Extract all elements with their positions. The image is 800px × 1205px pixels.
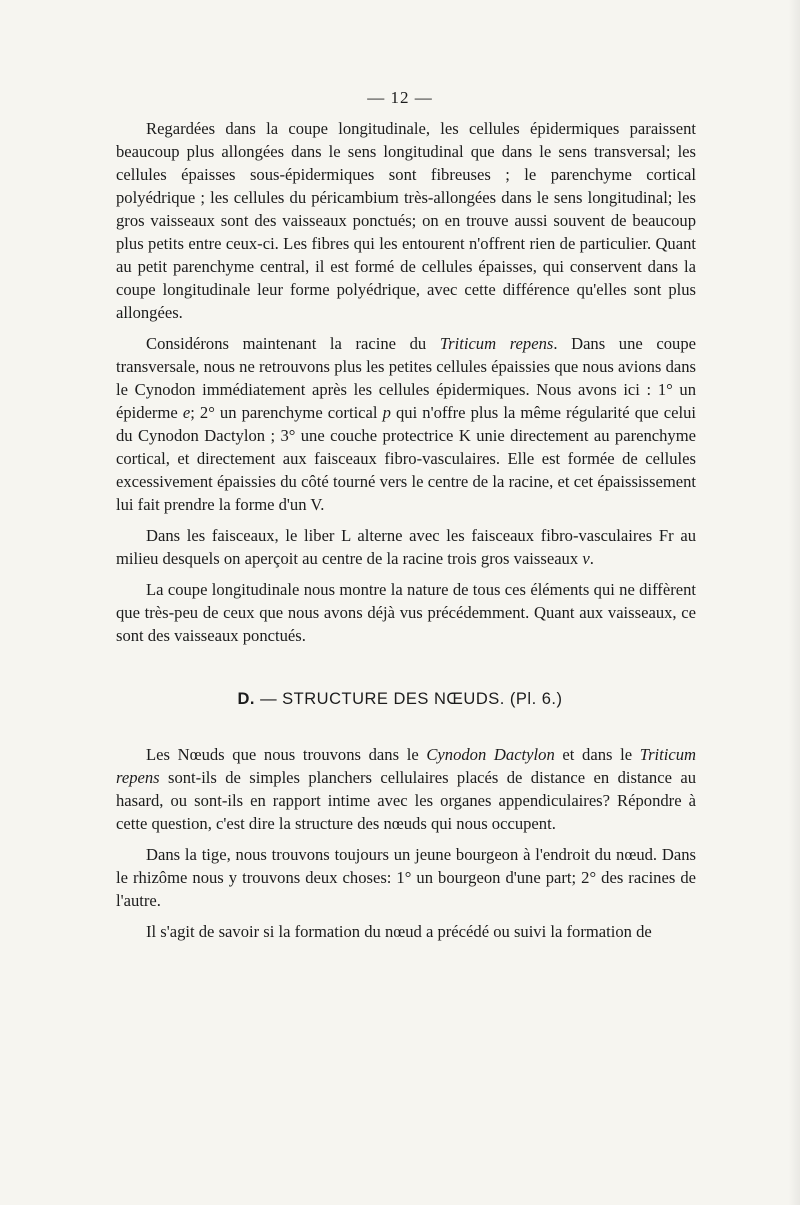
page-edge-shading [788, 0, 800, 1205]
paragraph-longitudinal-section: Regardées dans la coupe longitudinale, les cellules épidermiques paraissent beaucoup plus allongées dans le sens longitudinal que dans le sens transversal; les cellules épaisses sous-épidermiques sont fibreuses ; le parenchyme cortical polyédrique ; les cellules du péricambium très-allongées dans le sens longitudinal; les gros vaisseaux sont des vaisseaux ponctués; on en trouve aussi souvent de beaucoup plus petits entre ceux-ci. Les fibres qui les entourent n'offrent rien de particulier. Quant au petit parenchyme central, il est formé de cellules épaisses, qui conservent dans la coupe longitudinale leur forme polyédrique, avec cette différence qu'elles sont plus allongées. [116, 119, 696, 322]
paragraph-nodes-question: Les Nœuds que nous trouvons dans le Cynodon Dactylon et dans le Triticum repens sont-ils de simples planchers cellulaires placés de distance en distance au hasard, ou sont-ils en rapport intime avec les organes appendiculaires? Répondre à cette question, c'est dire la structure des nœuds qui nous occupent. [116, 745, 696, 833]
section-letter: D. [237, 690, 255, 708]
paragraph-triticum-root: Considérons maintenant la racine du Triticum repens. Dans une coupe transversale, nous ne retrouvons plus les petites cellules épaissies que nous avions dans le Cynodon immédiatement après les cellules épidermiques. Nous avons ici : 1° un épiderme e; 2° un parenchyme cortical p qui n'offre plus la même régularité que celui du Cynodon Dactylon ; 3° une couche protectrice K unie directement au parenchyme cortical, et directement aux faisceaux fibro-vasculaires. Elle est formée de cellules excessivement épaissies du côté tourné vers le centre de la racine, et cet épaississement lui fait prendre la forme d'un V. [116, 334, 696, 514]
section-text-roots [116, 117, 696, 655]
paragraph-stem-bud: Dans la tige, nous trouvons toujours un jeune bourgeon à l'endroit du nœud. Dans le rhizôme nous y trouvons deux choses: 1° un bourgeon d'une part; 2° des racines de l'autre. [116, 845, 696, 910]
paragraph-longitudinal-comparison: La coupe longitudinale nous montre la nature de tous ces éléments qui ne diffèrent que très-peu de ceux que nous avons déjà vus précédemment. Quant aux vaisseaux, ce sont des vaisseaux ponctués. [116, 580, 696, 645]
section-heading [0, 690, 800, 709]
page-number: — 12 — [367, 88, 433, 107]
paragraph-formation: Il s'agit de savoir si la formation du nœud a précédé ou suivi la formation de [146, 922, 652, 941]
section-title: — STRUCTURE DES NŒUDS. (Pl. 6.) [260, 690, 563, 708]
section-text-nodes [116, 743, 696, 951]
paragraph-bundles: Dans les faisceaux, le liber L alterne avec les faisceaux fibro-vasculaires Fr au milieu desquels on aperçoit au centre de la racine trois gros vaisseaux v. [116, 526, 696, 568]
